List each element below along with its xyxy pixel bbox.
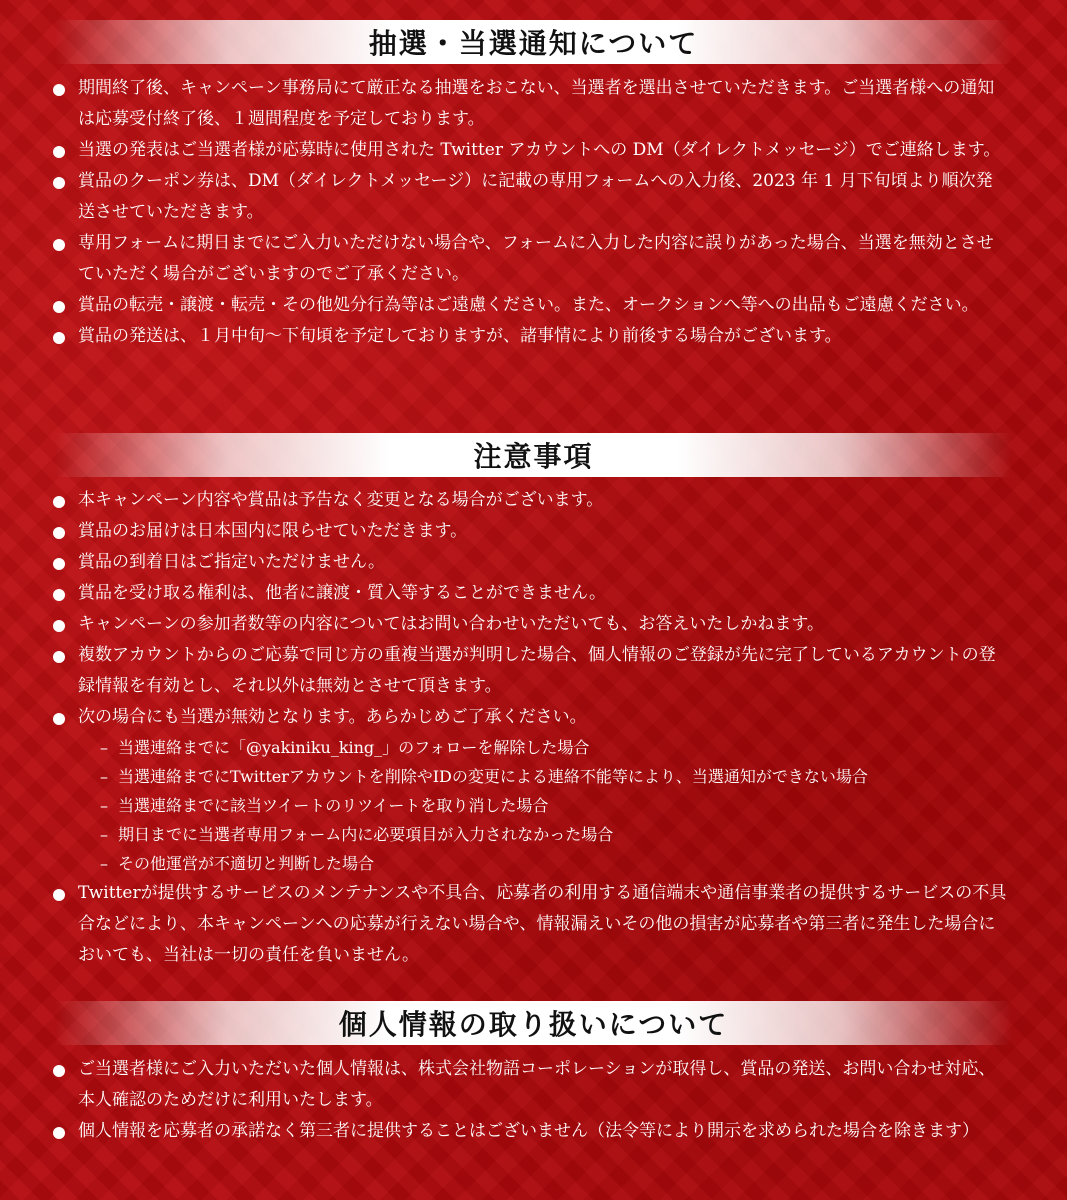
section-title: 個人情報の取り扱いについて — [338, 1008, 729, 1041]
bullet-icon — [53, 84, 65, 96]
section-lottery — [0, 20, 1067, 352]
bullet-icon — [53, 1127, 65, 1139]
bullet-icon — [53, 177, 65, 189]
list-item: 次の場合にも当選が無効となります。あらかじめご了承ください。 – 当選連絡までに「@yakiniku_king_」のフォローを解除した場合 – 当選連絡までにTwitterアカウントを削除やIDの変更による連絡不能等により、当選通知ができない場合 – 当選連絡までに該当ツイートのリツイートを取り消した場合 – 期日までに当選者専用フォーム内に必要項目が入力されなかった場合 – その他運営が不適切と判断した場合 — [70, 702, 1007, 878]
bullet-icon — [53, 301, 65, 313]
bullet-icon — [53, 332, 65, 344]
list-item: 複数アカウントからのご応募で同じ方の重複当選が判明した場合、個人情報のご登録が先に完了しているアカウントの登録情報を有効とし、それ以外は無効とさせて頂きます。 — [70, 640, 1007, 702]
list-item: 個人情報を応募者の承諾なく第三者に提供することはございません（法令等により開示を求められた場合を除きます） — [70, 1116, 1007, 1147]
bullet-icon — [53, 1065, 65, 1077]
sub-item-list — [78, 733, 1007, 878]
list-item: Twitterが提供するサービスのメンテナンスや不具合、応募者の利用する通信端末や通信事業者の提供するサービスの不具合などにより、本キャンペーンへの応募が行えない場合や、情報漏えいその他の損害が応募者や第三者に発生した場合においても、当社は一切の責任を負いません。 — [70, 878, 1007, 971]
list-item: 賞品の到着日はご指定いただけません。 — [70, 547, 1007, 578]
sub-list-item: – 当選連絡までに「@yakiniku_king_」のフォローを解除した場合 — [100, 738, 590, 757]
bullet-icon — [53, 558, 65, 570]
sub-list-item: – その他運営が不適切と判断した場合 — [100, 854, 375, 873]
bullet-icon — [53, 527, 65, 539]
list-item: 賞品の発送は、１月中旬～下旬頃を予定しておりますが、諸事情により前後する場合がございます。 — [70, 321, 1007, 352]
section-header-band — [55, 433, 1012, 477]
list-item: 賞品のクーポン券は、DM（ダイレクトメッセージ）に記載の専用フォームへの入力後、2023 年 1 月下旬頃より順次発送させていただきます。 — [70, 166, 1007, 228]
item-list — [0, 1054, 1067, 1147]
section-notes — [0, 433, 1067, 971]
item-list — [0, 485, 1067, 971]
list-item: 当選の発表はご当選者様が応募時に使用された Twitter アカウントへの DM（ダイレクトメッセージ）でご連絡します。 — [70, 135, 1007, 166]
list-item: 専用フォームに期日までにご入力いただけない場合や、フォームに入力した内容に誤りがあった場合、当選を無効とさせていただく場合がございますのでご了承ください。 — [70, 228, 1007, 290]
bullet-icon — [53, 146, 65, 158]
list-item: キャンペーンの参加者数等の内容についてはお問い合わせいただいても、お答えいたしかねます。 — [70, 609, 1007, 640]
bullet-icon — [53, 651, 65, 663]
list-item: 賞品のお届けは日本国内に限らせていただきます。 — [70, 516, 1007, 547]
bullet-icon — [53, 889, 65, 901]
list-item: 本キャンペーン内容や賞品は予告なく変更となる場合がございます。 — [70, 485, 1007, 516]
item-list — [0, 73, 1067, 352]
section-privacy — [0, 1001, 1067, 1147]
sub-list-item: – 期日までに当選者専用フォーム内に必要項目が入力されなかった場合 — [100, 825, 614, 844]
sub-list-item: – 当選連絡までにTwitterアカウントを削除やIDの変更による連絡不能等により、当選通知ができない場合 — [100, 767, 868, 786]
sub-list-item: – 当選連絡までに該当ツイートのリツイートを取り消した場合 — [100, 796, 549, 815]
bullet-icon — [53, 239, 65, 251]
list-item: ご当選者様にご入力いただいた個人情報は、株式会社物語コーポレーションが取得し、賞品の発送、お問い合わせ対応、本人確認のためだけに利用いたします。 — [70, 1054, 1007, 1116]
section-title: 注意事項 — [473, 440, 594, 473]
list-item: 賞品を受け取る権利は、他者に譲渡・質入等することができません。 — [70, 578, 1007, 609]
list-item: 期間終了後、キャンペーン事務局にて厳正なる抽選をおこない、当選者を選出させていただきます。ご当選者様への通知は応募受付終了後、１週間程度を予定しております。 — [70, 73, 1007, 135]
bullet-icon — [53, 713, 65, 725]
section-title: 抽選・当選通知について — [368, 27, 699, 60]
section-header-band — [55, 20, 1012, 64]
list-item: 賞品の転売・譲渡・転売・その他処分行為等はご遠慮ください。また、オークションへ等への出品もご遠慮ください。 — [70, 290, 1007, 321]
bullet-icon — [53, 589, 65, 601]
section-header-band — [55, 1001, 1012, 1045]
bullet-icon — [53, 496, 65, 508]
bullet-icon — [53, 620, 65, 632]
